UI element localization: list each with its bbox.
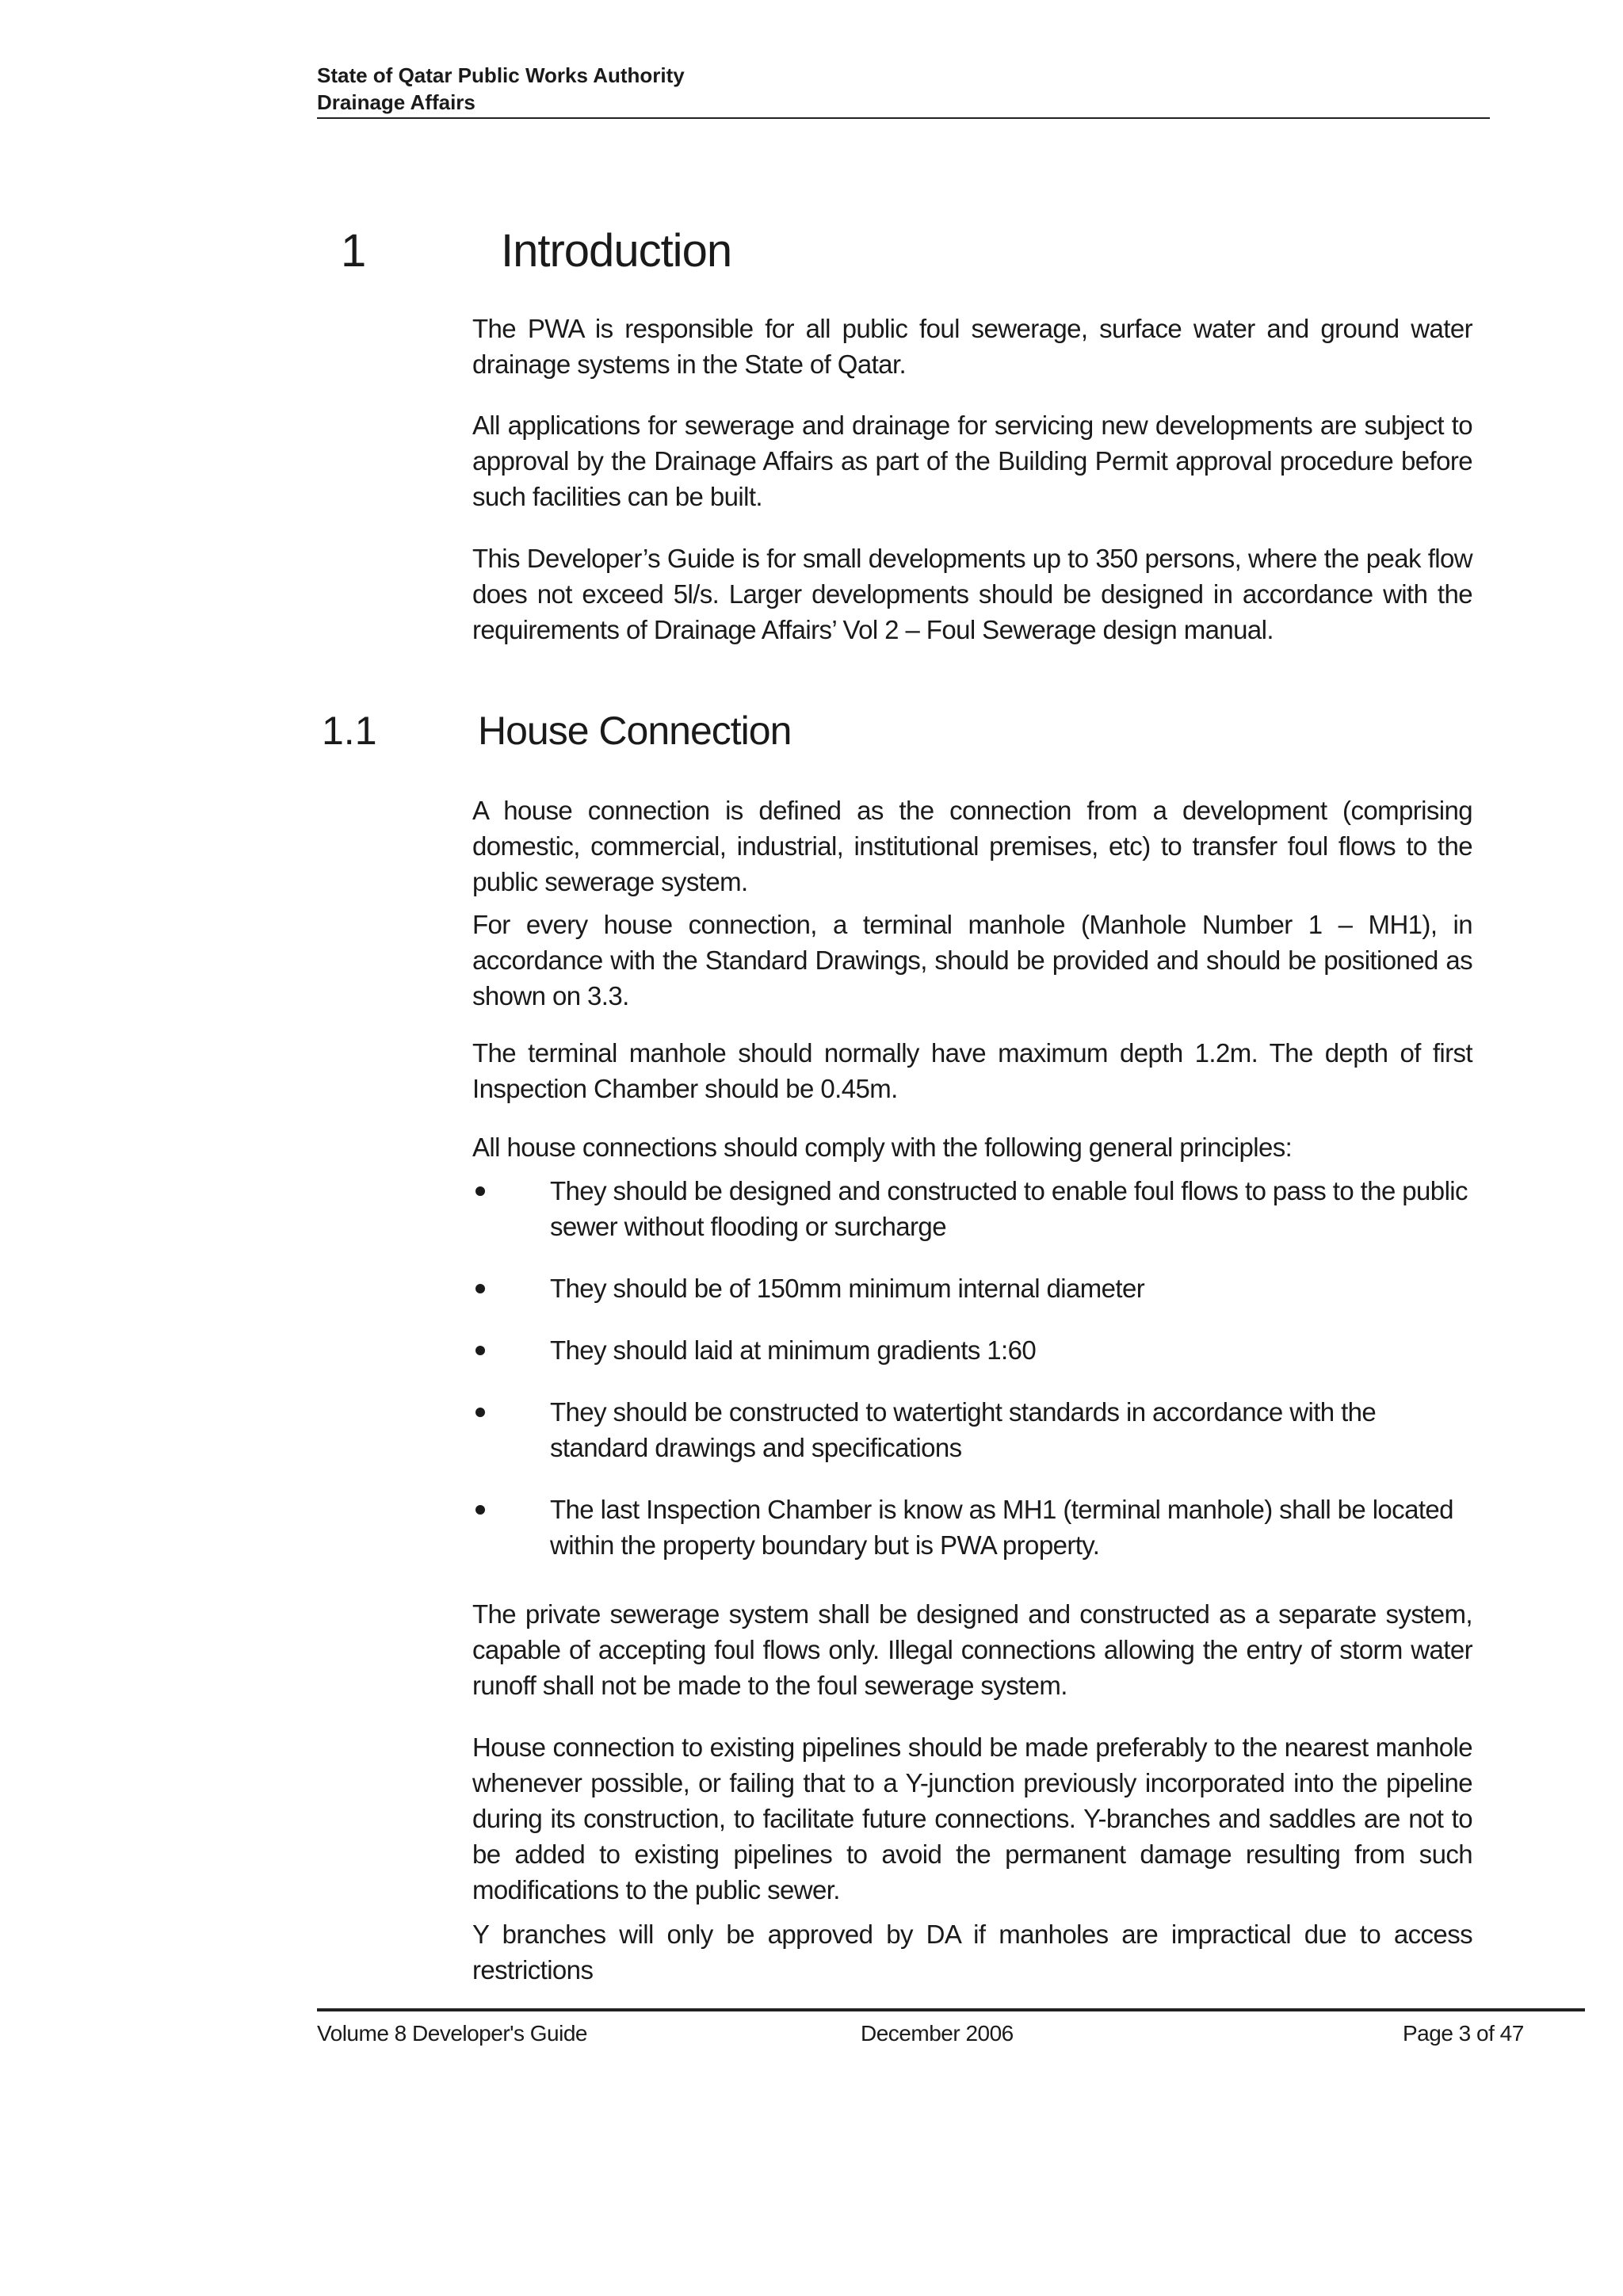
list-item	[472, 1270, 1472, 1306]
paragraph: House connection to existing pipelines should be made preferably to the nearest manhole whenever possible, or failing that to a Y-junction previously incorporated into the pipeline during its construction, to facilitate future connections. Y-branches and saddles are not to be added to existing pipelines to avoid the permanent damage resulting from such modifications to the public sewer.	[472, 1733, 1472, 1904]
section-title: Introduction	[501, 225, 732, 277]
paragraph: All house connections should comply with the following general principles:	[472, 1133, 1293, 1162]
header-organization: State of Qatar Public Works Authority	[317, 63, 685, 87]
list-item	[472, 1332, 1472, 1368]
bullet-icon	[475, 1346, 485, 1355]
header-divider	[317, 117, 1490, 119]
list-item-text: The last Inspection Chamber is know as MH1 (terminal manhole) shall be located within the property boundary but is PWA property.	[550, 1495, 1453, 1560]
list-item-text: They should be of 150mm minimum internal diameter	[550, 1274, 1145, 1303]
list-item-text: They should be constructed to watertight standards in accordance with the standard drawings and specifications	[550, 1397, 1377, 1462]
list-item	[472, 1394, 1472, 1465]
bullet-icon	[475, 1186, 485, 1196]
footer-date: December 2006	[861, 2021, 1014, 2046]
paragraph: For every house connection, a terminal manhole (Manhole Number 1 – MH1), in accordance with the Standard Drawings, should be provided and should be positioned as shown on 3.3.	[472, 910, 1472, 1010]
list-item	[472, 1492, 1472, 1563]
list-item-text: They should laid at minimum gradients 1:60	[550, 1335, 1037, 1365]
principles-list	[472, 1173, 1472, 1589]
paragraph: The PWA is responsible for all public foul sewerage, surface water and ground water drainage systems in the State of Qatar.	[472, 314, 1472, 379]
list-item-text: They should be designed and constructed to enable foul flows to pass to the public sewer without flooding or surcharge	[550, 1176, 1468, 1241]
paragraph: Y branches will only be approved by DA if manholes are impractical due to access restrictions	[472, 1920, 1472, 1985]
bullet-icon	[475, 1284, 485, 1293]
paragraph: The terminal manhole should normally have maximum depth 1.2m. The depth of first Inspection Chamber should be 0.45m.	[472, 1038, 1472, 1103]
header-department: Drainage Affairs	[317, 90, 475, 114]
footer-divider	[317, 2008, 1585, 2011]
footer-document-title: Volume 8 Developer's Guide	[317, 2021, 587, 2046]
paragraph: A house connection is defined as the connection from a development (comprising domestic, commercial, industrial, institutional premises, etc) to transfer foul flows to the public sewerage system.	[472, 796, 1472, 896]
list-item	[472, 1173, 1472, 1244]
section-number: 1	[341, 225, 367, 277]
bullet-icon	[475, 1505, 485, 1515]
subsection-number: 1.1	[322, 709, 377, 753]
paragraph: All applications for sewerage and drainage for servicing new developments are subject to approval by the Drainage Affairs as part of the Building Permit approval procedure before such facilities can be built.	[472, 411, 1472, 511]
page-header	[317, 62, 1490, 116]
subsection-title: House Connection	[478, 709, 792, 753]
paragraph: The private sewerage system shall be designed and constructed as a separate system, capable of accepting foul flows only. Illegal connections allowing the entry of storm water runoff shall not be made to the foul sewerage system.	[472, 1599, 1472, 1700]
bullet-icon	[475, 1408, 485, 1417]
paragraph: This Developer’s Guide is for small developments up to 350 persons, where the peak flow does not exceed 5l/s. Larger developments should be designed in accordance with the requirements of Drainage Affairs’ Vol 2 – Foul Sewerage design manual.	[472, 544, 1472, 644]
footer-page-number: Page 3 of 47	[1403, 2021, 1524, 2046]
